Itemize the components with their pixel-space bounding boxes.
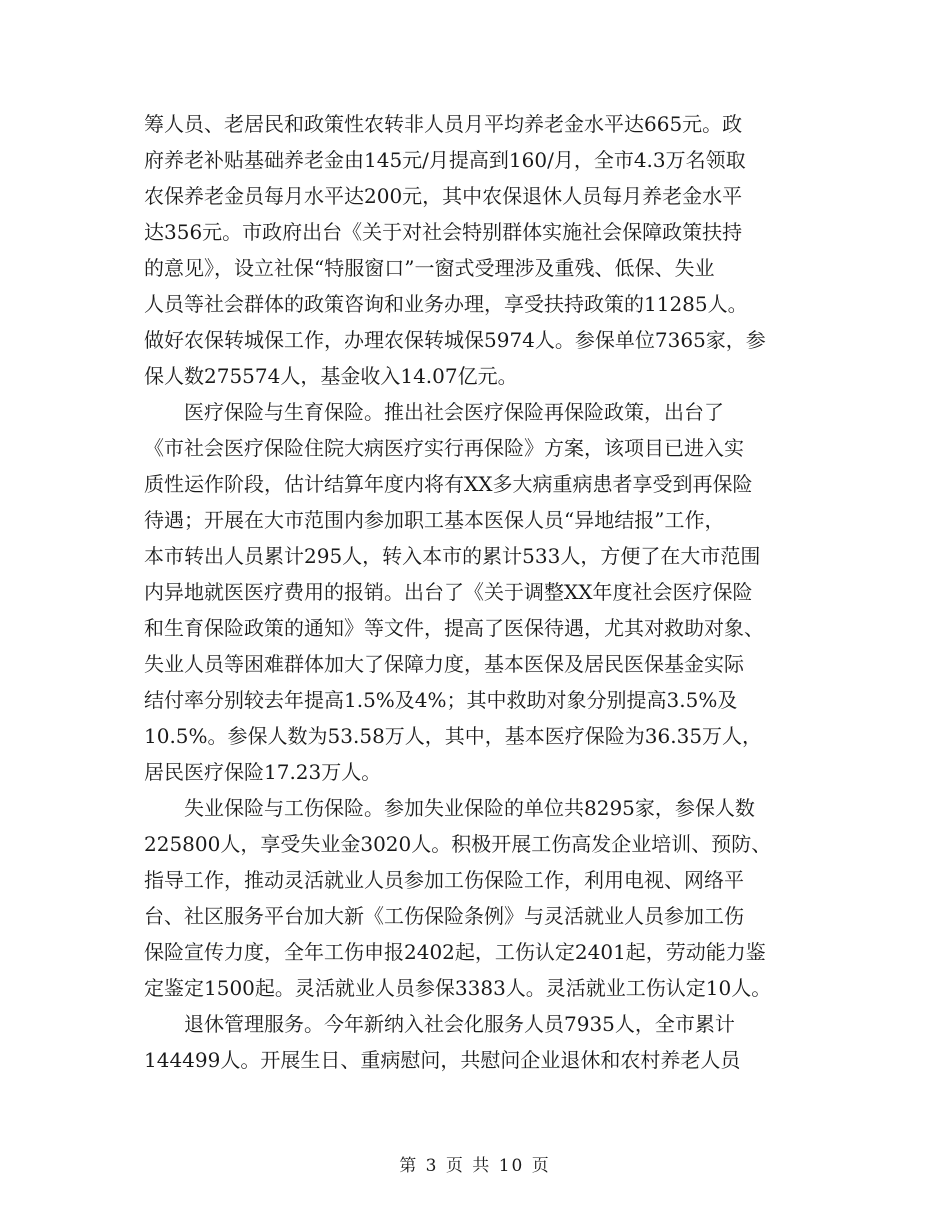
text-line-6: 人员等社会群体的政策咨询和业务办理，享受扶持政策的11285人。	[144, 292, 748, 316]
text-line-17: 结付率分别较去年提高1.5%及4%；其中救助对象分别提高3.5%及	[144, 688, 738, 712]
text-line-10: 《市社会医疗保险住院大病医疗实行再保险》方案，该项目已进入实	[144, 436, 744, 460]
text-line-14: 内异地就医医疗费用的报销。出台了《关于调整XX年度社会医疗保险	[144, 580, 753, 604]
text-line-7: 做好农保转城保工作，办理农保转城保5974人。参保单位7365家，参	[144, 328, 766, 352]
text-line-12: 待遇；开展在大市范围内参加职工基本医保人员“异地结报”工作，	[144, 508, 725, 532]
text-line-4: 达356元。市政府出台《关于对社会特别群体实施社会保障政策扶持	[144, 220, 743, 244]
text-line-13: 本市转出人员累计295人，转入本市的累计533人，方便了在大市范围	[144, 544, 761, 568]
text-line-11: 质性运作阶段，估计结算年度内将有XX多大病重病患者享受到再保险	[144, 472, 753, 496]
text-line-20: 失业保险与工伤保险。参加失业保险的单位共8295家，参保人数	[144, 796, 755, 820]
text-line-23: 台、社区服务平台加大新《工伤保险条例》与灵活就业人员参加工伤	[144, 904, 744, 928]
text-line-19: 居民医疗保险17.23万人。	[144, 760, 382, 784]
text-line-3: 农保养老金员每月水平达200元，其中农保退休人员每月养老金水平	[144, 184, 743, 208]
text-line-25: 定鉴定1500起。灵活就业人员参保3383人。灵活就业工伤认定10人。	[144, 976, 772, 1000]
text-line-1: 筹人员、老居民和政策性农转非人员月平均养老金水平达665元。政	[144, 112, 743, 136]
text-line-24: 保险宣传力度，全年工伤申报2402起，工伤认定2401起，劳动能力鉴	[144, 940, 766, 964]
text-line-16: 失业人员等困难群体加大了保障力度，基本医保及居民医保基金实际	[144, 652, 744, 676]
text-line-8: 保人数275574人，基金收入14.07亿元。	[144, 364, 518, 388]
text-line-15: 和生育保险政策的通知》等文件，提高了医保待遇，尤其对救助对象、	[144, 616, 764, 640]
body-text	[144, 106, 824, 1078]
page-number-footer: 第 3 页 共 10 页	[399, 1156, 551, 1176]
text-line-27: 144499人。开展生日、重病慰问，共慰问企业退休和农村养老人员	[144, 1048, 741, 1072]
text-line-26: 退休管理服务。今年新纳入社会化服务人员7935人，全市累计	[144, 1012, 735, 1036]
text-line-22: 指导工作，推动灵活就业人员参加工伤保险工作，利用电视、网络平	[144, 868, 744, 892]
text-line-5: 的意见》，设立社保“特服窗口”一窗式受理涉及重残、低保、失业	[144, 256, 715, 280]
text-line-2: 府养老补贴基础养老金由145元/月提高到160/月，全市4.3万名领取	[144, 148, 746, 172]
text-line-21: 225800人，享受失业金3020人。积极开展工伤高发企业培训、预防、	[144, 832, 772, 856]
text-line-18: 10.5%。参保人数为53.58万人，其中，基本医疗保险为36.35万人，	[144, 724, 763, 748]
text-line-9: 医疗保险与生育保险。推出社会医疗保险再保险政策，出台了	[144, 400, 724, 424]
